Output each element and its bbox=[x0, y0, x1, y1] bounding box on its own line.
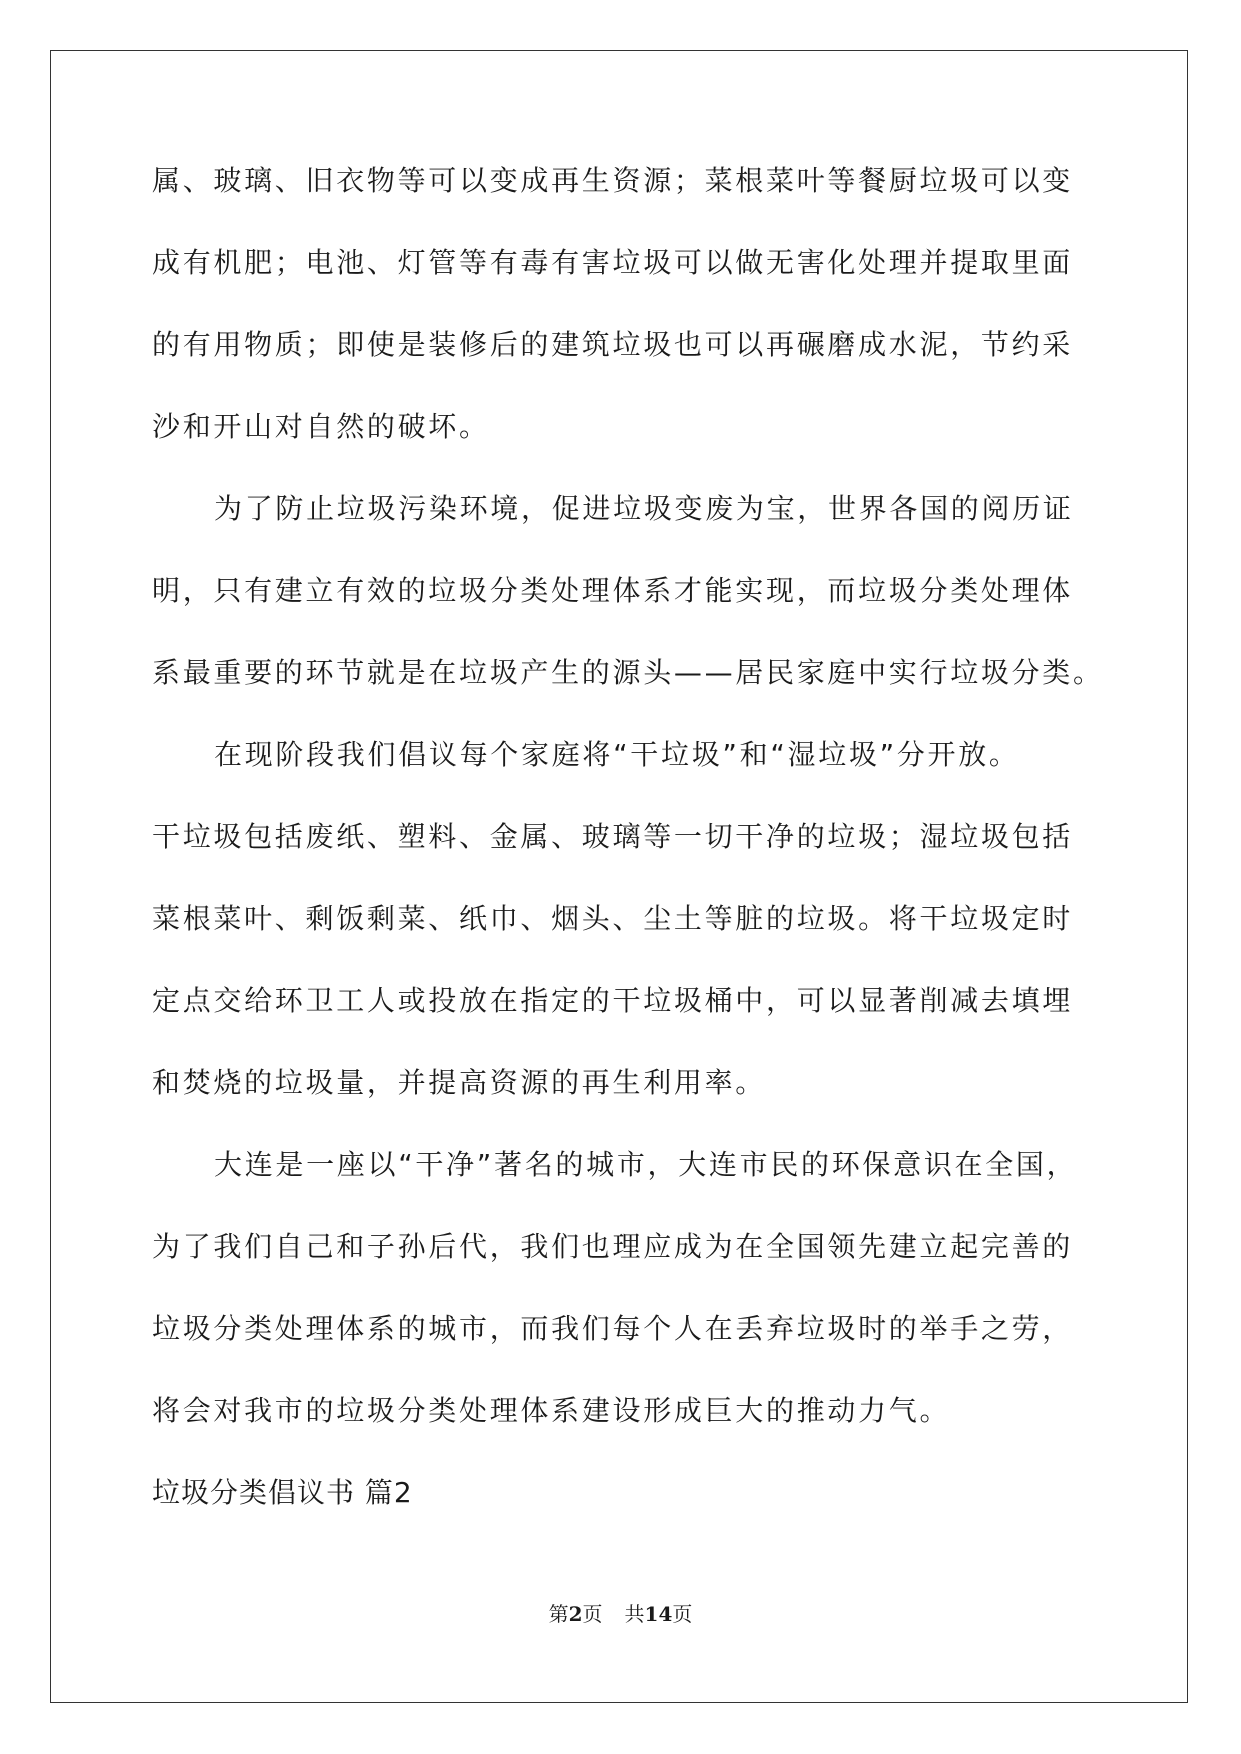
paragraph-start: 在现阶段我们倡议每个家庭将“干垃圾”和“湿垃圾”分开放。 bbox=[214, 738, 1020, 771]
total-pages: 14 bbox=[644, 1602, 673, 1626]
text-line: 定点交给环卫工人或投放在指定的干垃圾桶中，可以显著削减去填埋 bbox=[152, 984, 1074, 1017]
text-line: 属、玻璃、旧衣物等可以变成再生资源；菜根菜叶等餐厨垃圾可以变 bbox=[152, 164, 1074, 197]
text-line: 的有用物质；即使是装修后的建筑垃圾也可以再碾磨成水泥，节约采 bbox=[152, 328, 1074, 361]
text-line: 沙和开山对自然的破坏。 bbox=[152, 410, 490, 443]
section-title: 垃圾分类倡议书 篇2 bbox=[152, 1476, 413, 1509]
text-line: 系最重要的环节就是在垃圾产生的源头——居民家庭中实行垃圾分类。 bbox=[152, 656, 1104, 689]
page-footer bbox=[0, 1602, 1241, 1626]
text-line: 菜根菜叶、剩饭剩菜、纸巾、烟头、尘土等脏的垃圾。将干垃圾定时 bbox=[152, 902, 1074, 935]
paragraph-start: 大连是一座以“干净”著名的城市，大连市民的环保意识在全国， bbox=[214, 1148, 1078, 1181]
total-prefix: 共 bbox=[624, 1602, 645, 1626]
document-body bbox=[152, 160, 1104, 1554]
text-line: 和焚烧的垃圾量，并提高资源的再生利用率。 bbox=[152, 1066, 767, 1099]
text-line: 为了我们自己和子孙后代，我们也理应成为在全国领先建立起完善的 bbox=[152, 1230, 1074, 1263]
total-suffix: 页 bbox=[672, 1602, 693, 1626]
text-line: 将会对我市的垃圾分类处理体系建设形成巨大的推动力气。 bbox=[152, 1394, 951, 1427]
page-prefix: 第 bbox=[548, 1602, 569, 1626]
text-line: 干垃圾包括废纸、塑料、金属、玻璃等一切干净的垃圾；湿垃圾包括 bbox=[152, 820, 1074, 853]
text-line: 成有机肥；电池、灯管等有毒有害垃圾可以做无害化处理并提取里面 bbox=[152, 246, 1074, 279]
text-line: 垃圾分类处理体系的城市，而我们每个人在丢弃垃圾时的举手之劳， bbox=[152, 1312, 1074, 1345]
text-line: 明，只有建立有效的垃圾分类处理体系才能实现，而垃圾分类处理体 bbox=[152, 574, 1074, 607]
page-number: 2 bbox=[568, 1602, 583, 1626]
paragraph-start: 为了防止垃圾污染环境，促进垃圾变废为宝，世界各国的阅历证 bbox=[214, 492, 1074, 525]
page-suffix: 页 bbox=[582, 1602, 603, 1626]
